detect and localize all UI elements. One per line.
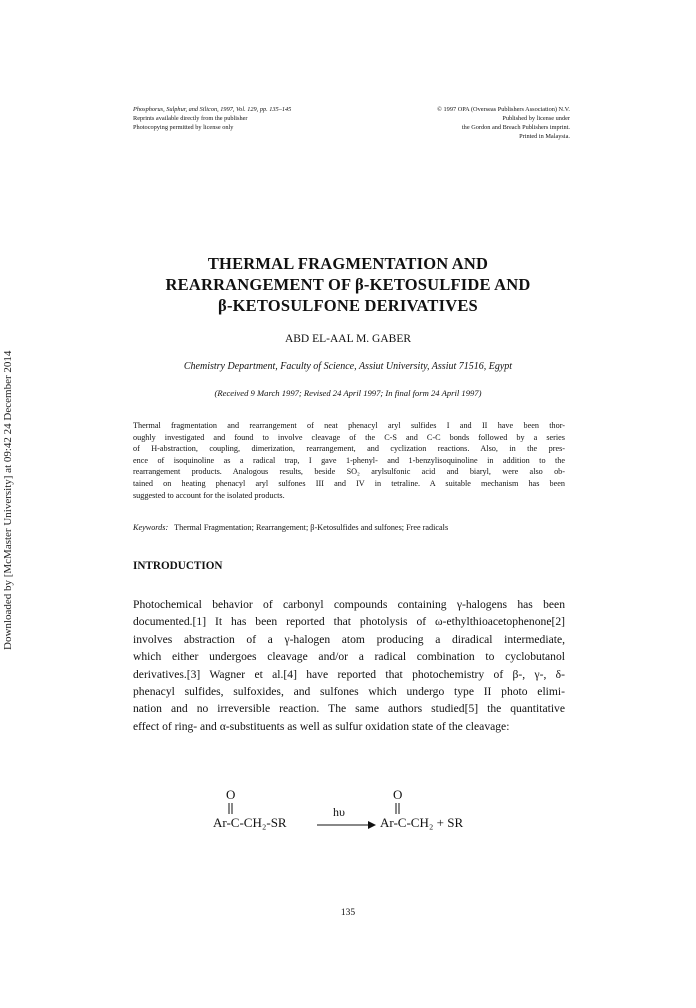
publisher-info [370,105,570,141]
body-text [133,596,565,735]
title-line: β-KETOSULFONE DERIVATIVES [218,296,478,315]
received-dates: (Received 9 March 1997; Revised 24 April 1997; In final form 24 April 1997) [214,388,482,398]
author-name: ABD EL-AAL M. GABER [284,333,412,345]
carbonyl-oxygen-left: O [226,787,236,802]
abstract-line: of H-abstraction, coupling, dimerization, rearrangement, and cyclization reactions. Also, in the pres- [133,444,565,454]
body-line: documented.[1] It has been reported that photolysis of ω-ethylthioacetophenone[2] [133,615,565,629]
title-line: REARRANGEMENT OF β-KETOSULFIDE AND [165,275,531,294]
abstract-line: ence of isoquinoline as a radical trap, I gave 1-phenyl- and 1-benzylisoquinoline in addition to the [133,455,565,465]
body-line: nation and no irreversible reaction. The same authors studied[5] the quantitative [133,702,565,716]
reactant-formula: Ar-C-CH₂-SR [213,815,287,830]
body-line: effect of ring- and α-substituents as well as sulfur oxidation state of the cleavage: [133,719,510,733]
journal-info [133,105,383,132]
download-watermark: Downloaded by [McMaster University] at 09:42 24 December 2014 [2,350,14,650]
body-line: Photochemical behavior of carbonyl compounds containing γ-halogens has been [133,598,565,611]
license-line: Published by license under [502,115,570,122]
carbonyl-oxygen-right: O [393,787,403,802]
page-number: 135 [340,908,356,918]
reaction-equation [213,787,513,837]
abstract-line: oughly investigated and found to involve cleavage of the C-S and C-C bonds followed by a series [133,432,565,442]
title-line: THERMAL FRAGMENTATION AND [207,254,489,273]
keywords-text: Thermal Fragmentation; Rearrangement; β-Ketosulfides and sulfones; Free radicals [174,523,449,532]
abstract-line: rearrangement products. Analogous results, beside SO₂ arylsulfonic acid and biaryl, were also ob- [133,467,565,477]
body-line: derivatives.[3] Wagner et al.[4] have reported that photochemistry of β-, γ-, δ- [133,667,565,681]
journal-citation: Phosphorus, Sulphur, and Silicon, 1997, Vol. 129, pp. 135–145 [133,106,292,113]
reprints-note: Reprints available directly from the publisher [133,115,248,122]
keywords-label: Keywords: [133,523,169,532]
reaction-arrowhead [368,821,376,829]
photocopy-note: Photocopying permitted by license only [133,124,234,131]
paper-title [110,253,586,316]
body-line: phenacyl sulfides, sulfoxides, and sulfones which undergo type II photo elimi- [133,685,565,699]
abstract [133,420,565,501]
author-affiliation: Chemistry Department, Faculty of Science, Assiut University, Assiut 71516, Egypt [183,361,513,372]
photon-label: hυ [333,805,345,819]
section-heading: INTRODUCTION [133,560,223,572]
printed-line: Printed in Malaysia. [519,133,570,140]
abstract-line: suggested to account for the isolated products. [133,490,285,500]
keywords [133,523,565,532]
copyright-line: © 1997 OPA (Overseas Publishers Association) N.V. [437,106,570,113]
abstract-line: Thermal fragmentation and rearrangement of neat phenacyl aryl sulfides I and II have been thor- [133,421,565,430]
abstract-line: tained on heating phenacyl aryl sulfones III and IV in tetraline. A suitable mechanism has been [133,478,565,488]
body-line: which either undergoes cleavage and/or a radical combination to cyclobutanol [133,650,565,664]
product-formula: Ar-C-CH₂ + SR [380,815,464,830]
imprint-line: the Gordon and Breach Publishers imprint. [461,124,570,131]
body-line: involves abstraction of a γ-halogen atom producing a diradical intermediate, [133,632,565,646]
